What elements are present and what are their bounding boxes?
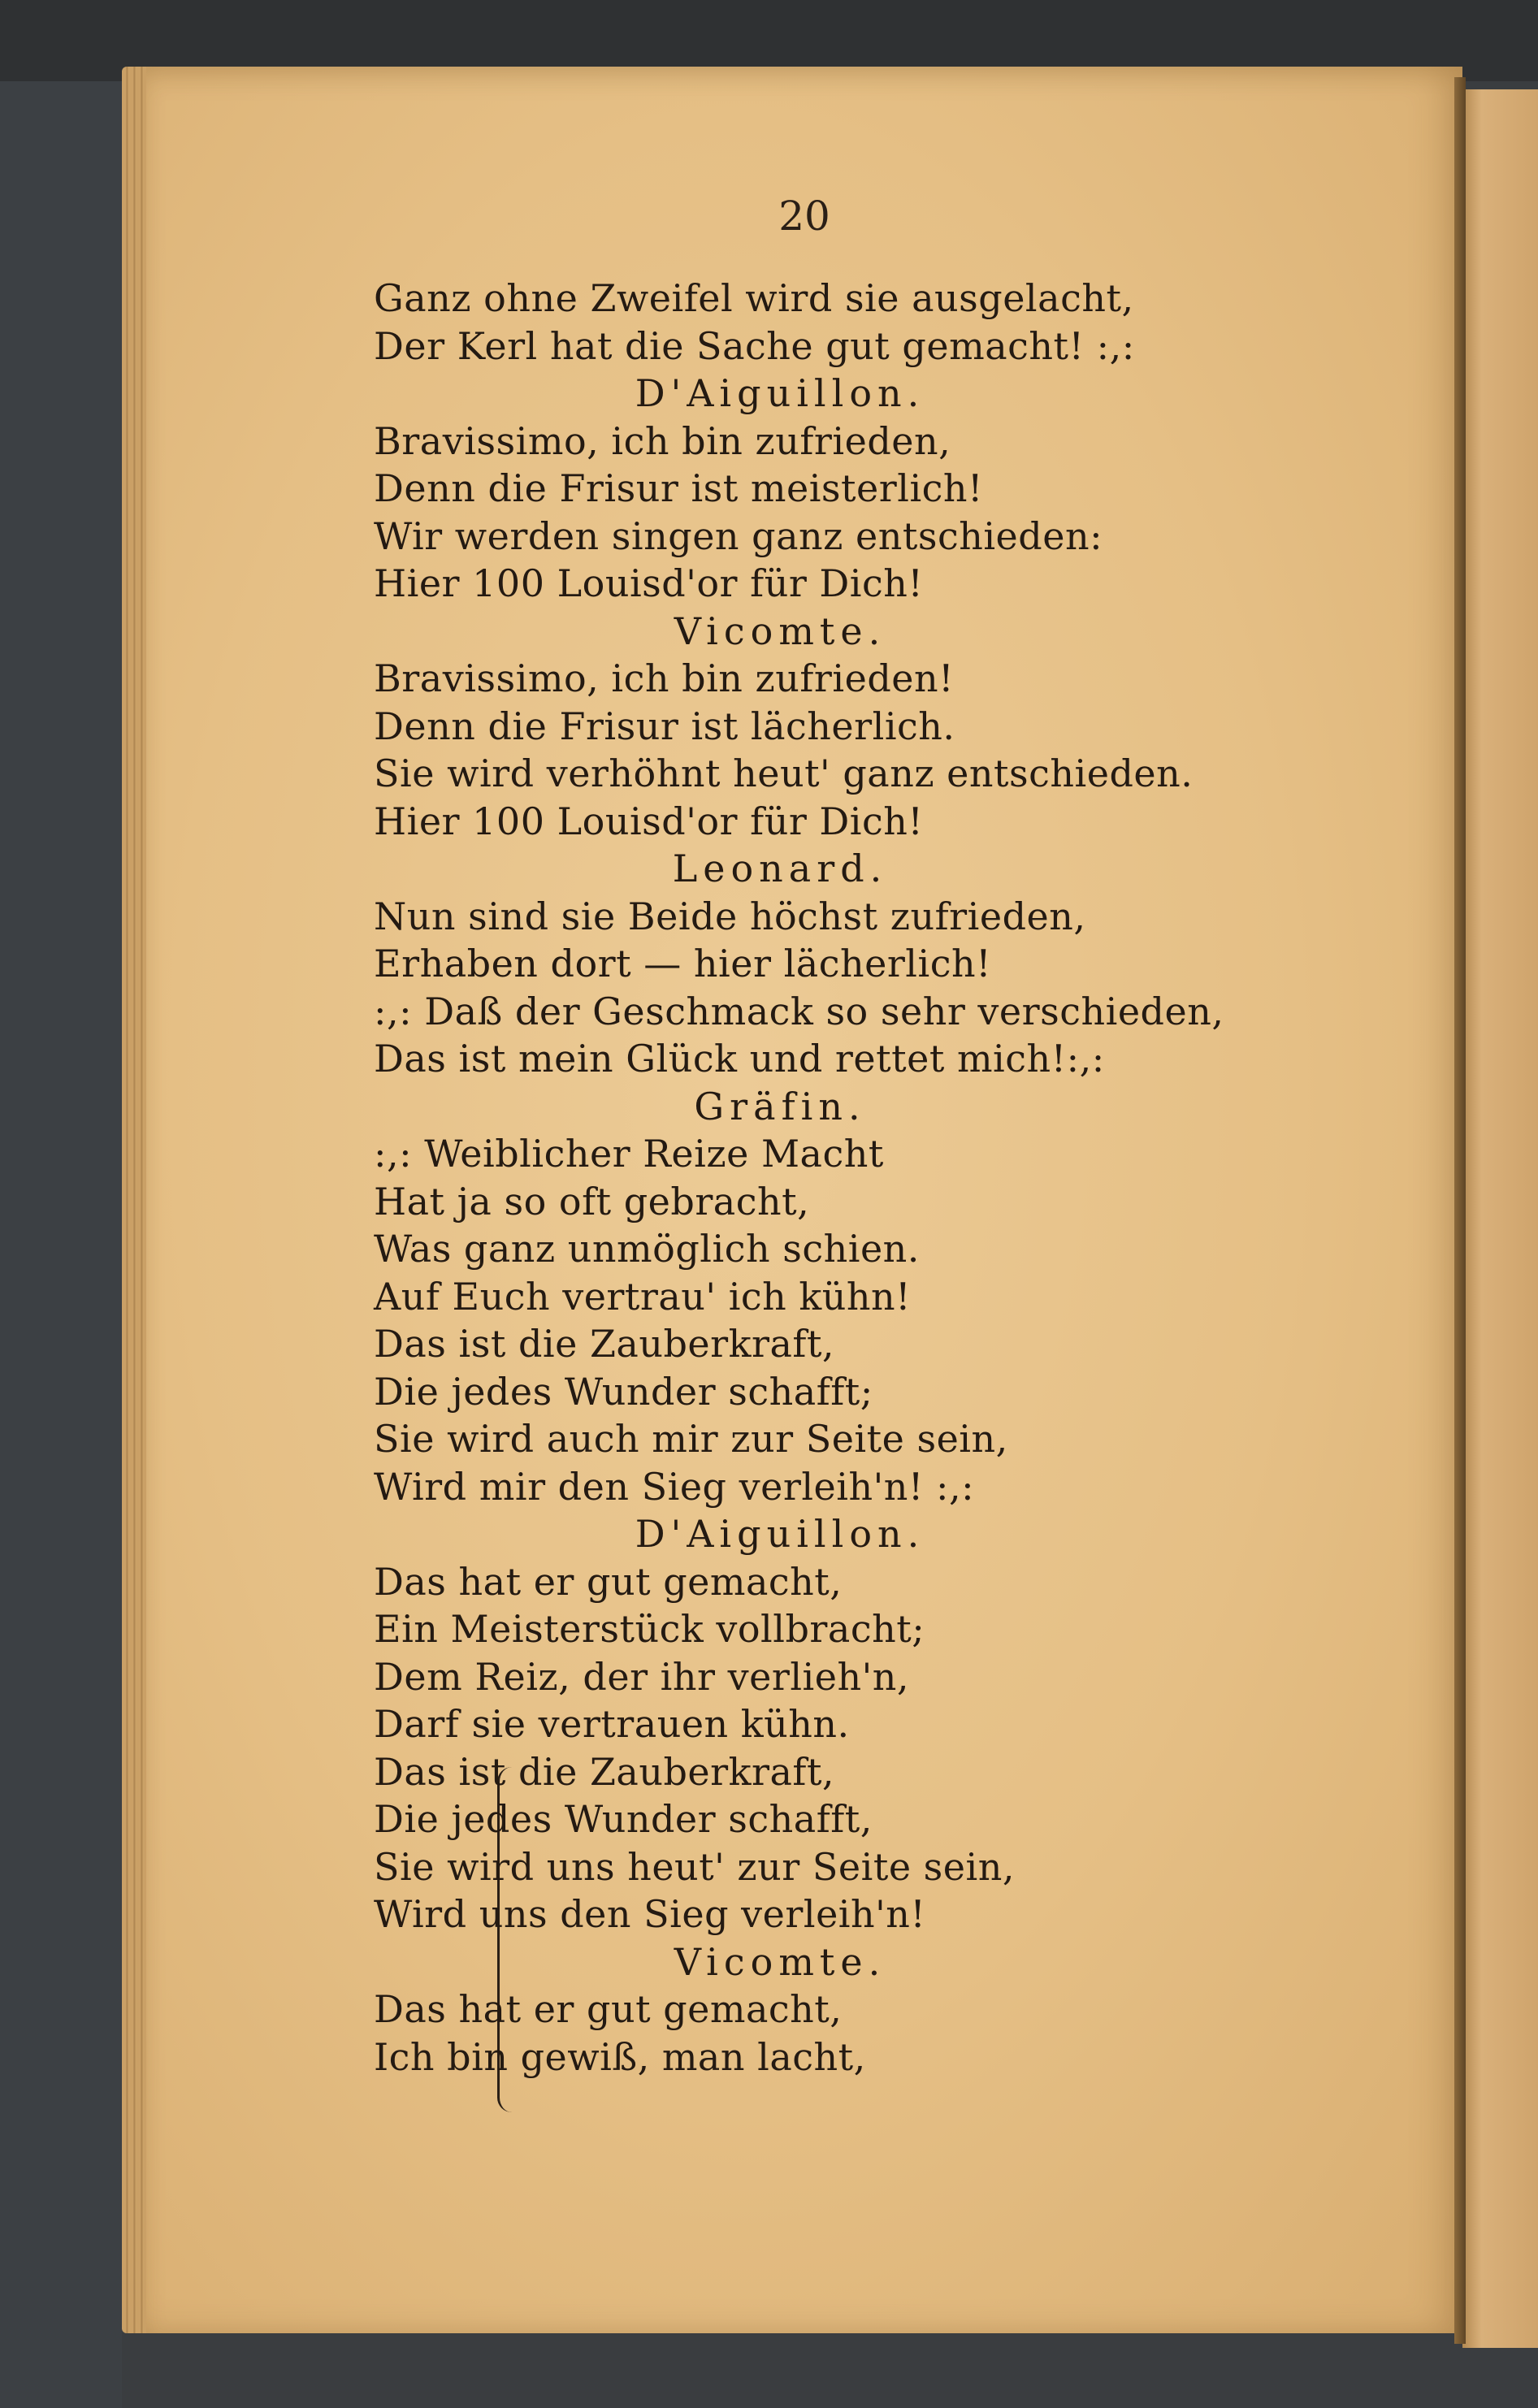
verse-line: Darf sie vertrauen kühn.: [374, 1702, 850, 1746]
speaker-name: Vicomte.: [674, 1939, 886, 1984]
verse-line: Das ist mein Glück und rettet mich!:,:: [374, 1037, 1105, 1081]
verse-line: Hier 100 Louisd'or für Dich!: [374, 561, 924, 605]
verse-line: Ein Meisterstück vollbracht;: [374, 1607, 925, 1651]
book-gutter: [1454, 77, 1466, 2344]
speaker-name: Vicomte.: [674, 608, 886, 653]
verse-line: Wir werden singen ganz entschieden:: [374, 513, 1103, 558]
speaker-name: Leonard.: [672, 847, 888, 890]
verse-line: :,: Weiblicher Reize Macht: [374, 1132, 884, 1176]
verse-line: Sie wird verhöhnt heut' ganz entschieden.: [374, 751, 1194, 795]
verse-line: Das hat er gut gemacht,: [374, 1987, 843, 2031]
verse-line: Denn die Frisur ist meisterlich!: [374, 466, 984, 510]
verse-line: Dem Reiz, der ihr verlieh'n,: [374, 1654, 909, 1699]
verse-line: Hat ja so oft gebracht,: [374, 1179, 810, 1223]
verse-line: Bravissimo, ich bin zufrieden!: [374, 656, 955, 700]
verse-line: Denn die Frisur ist lächerlich.: [374, 704, 955, 748]
verse-line: Das ist die Zauberkraft,: [374, 1749, 835, 1794]
verse-line: Bravissimo, ich bin zufrieden,: [374, 418, 951, 463]
verse-line: Auf Euch vertrau' ich kühn!: [374, 1274, 912, 1319]
verse-line: Der Kerl hat die Sache gut gemacht! :,:: [374, 323, 1135, 368]
speaker-name: D'Aiguillon.: [635, 371, 925, 415]
verse-line: Ich bin gewiß, man lacht,: [374, 2034, 866, 2079]
verse-line: Erhaben dort — hier lächerlich!: [374, 942, 992, 985]
scanner-background-left: [0, 81, 122, 2408]
speaker-name: D'Aiguillon.: [635, 1512, 925, 1556]
song-text: [374, 275, 1430, 2081]
verse-line: Was ganz unmöglich schien.: [374, 1227, 920, 1271]
verse-line: :,: Daß der Geschmack so sehr verschieden,: [374, 989, 1224, 1033]
verse-line: Nun sind sie Beide höchst zufrieden,: [374, 894, 1086, 938]
facing-page-edge: [1462, 89, 1538, 2348]
verse-line: Die jedes Wunder schafft;: [374, 1369, 873, 1414]
verse-line: Die jedes Wunder schafft,: [374, 1797, 873, 1841]
verse-line: Sie wird auch mir zur Seite sein,: [374, 1417, 1008, 1461]
verse-line: Sie wird uns heut' zur Seite sein,: [374, 1844, 1015, 1889]
verse-line: Hier 100 Louisd'or für Dich!: [374, 799, 924, 843]
verse-line: Wird mir den Sieg verleih'n! :,:: [374, 1464, 975, 1509]
verse-line: Wird uns den Sieg verleih'n!: [374, 1892, 926, 1936]
verse-line: Das hat er gut gemacht,: [374, 1559, 843, 1604]
page-number: 20: [778, 193, 830, 240]
verse-line: Ganz ohne Zweifel wird sie ausgelacht,: [374, 276, 1134, 320]
speaker-name: Gräfin.: [694, 1084, 866, 1128]
verse-line: Das ist die Zauberkraft,: [374, 1322, 835, 1366]
